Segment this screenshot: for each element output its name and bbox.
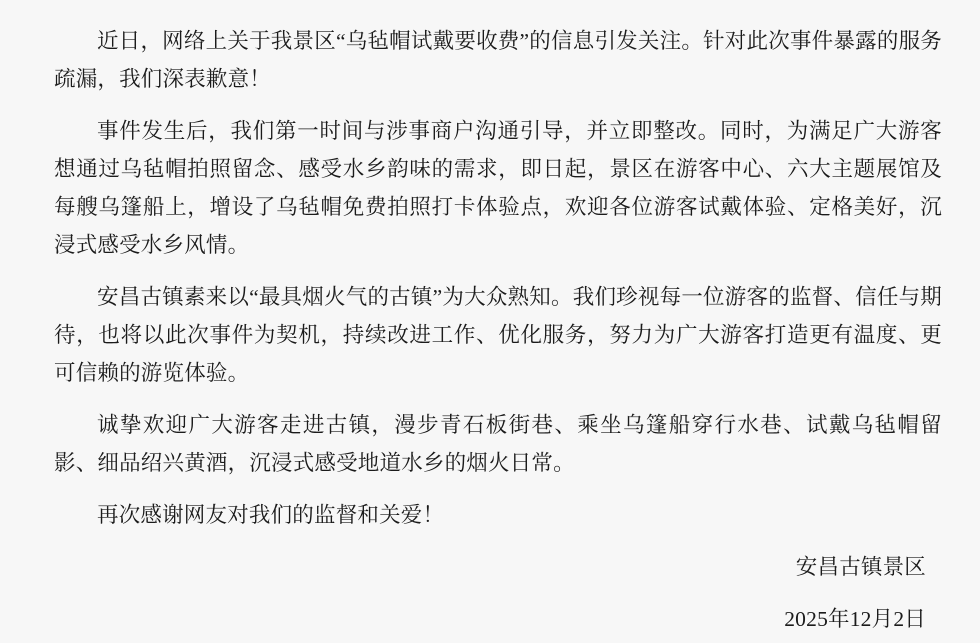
signature-name: 安昌古镇景区 (795, 555, 926, 579)
paragraph: 安昌古镇素来以“最具烟火气的古镇”为大众熟知。我们珍视每一位游客的监督、信任与期待，也将以此次事件为契机，持续改进工作、优化服务，努力为广大游客打造更有温度、更可信赖的游览体验。 (54, 285, 942, 385)
paragraph: 诚挚欢迎广大游客走进古镇，漫步青石板街巷、乘坐乌篷船穿行水巷、试戴乌毡帽留影、细品绍兴黄酒，沉浸式感受地道水乡的烟火日常。 (54, 413, 942, 475)
signature-block (54, 548, 942, 638)
document-body (54, 22, 942, 534)
paragraph: 事件发生后，我们第一时间与涉事商户沟通引导，并立即整改。同时，为满足广大游客想通过乌毡帽拍照留念、感受水乡韵味的需求，即日起，景区在游客中心、六大主题展馆及每艘乌篷船上，增设了乌毡帽免费拍照打卡体验点，欢迎各位游客试戴体验、定格美好，沉浸式感受水乡风情。 (54, 119, 942, 257)
paragraph: 再次感谢网友对我们的监督和关爱！ (97, 503, 445, 527)
paragraph: 近日，网络上关于我景区“乌毡帽试戴要收费”的信息引发关注。针对此次事件暴露的服务疏漏，我们深表歉意！ (54, 29, 942, 91)
signature-date: 2025年12月2日 (784, 607, 926, 631)
